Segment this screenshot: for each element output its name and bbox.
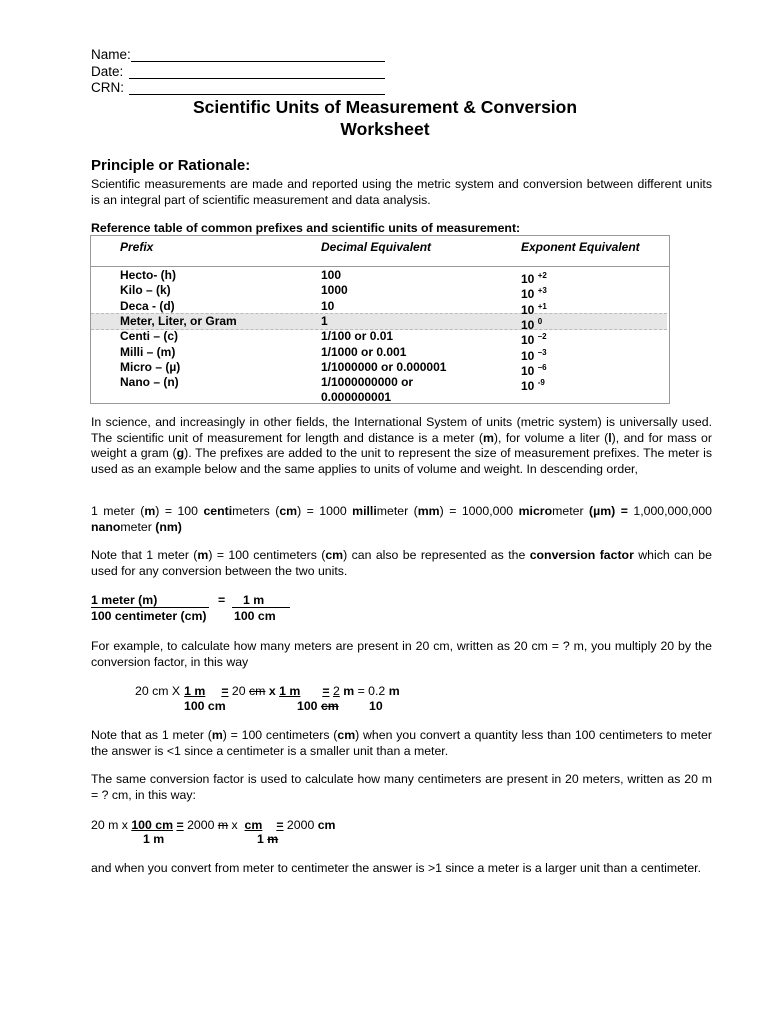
exponent-power: -9 bbox=[537, 378, 545, 388]
exponent-power: –2 bbox=[537, 332, 547, 342]
table-header-exponent: Exponent Equivalent bbox=[521, 240, 640, 254]
exponent-base: 10 bbox=[521, 317, 535, 332]
table-header-prefix: Prefix bbox=[120, 240, 154, 254]
fraction1-numerator-right: 1 m bbox=[243, 593, 265, 607]
calc2-den1: 1 m bbox=[143, 832, 165, 846]
name-field[interactable] bbox=[131, 61, 385, 62]
table-cell-decimal: 1/100 or 0.01 bbox=[321, 329, 394, 344]
descending-order: 1 meter (m) = 100 centimeters (cm) = 1000 millimeter (mm) = 1000,000 micrometer (µm) = 1,000,000,000 nanometer (nm) bbox=[91, 504, 712, 534]
date-label: Date: bbox=[91, 64, 124, 79]
table-cell-prefix: Nano – (n) bbox=[120, 375, 179, 390]
exponent-power: –6 bbox=[537, 362, 547, 372]
fraction1-numerator-left: 1 meter (m) bbox=[91, 593, 158, 607]
note-less-than: Note that as 1 meter (m) = 100 centimeters (cm) when you convert a quantity less than 100 centimeters to meter the answer is <1 since a centimeter is a smaller unit than a meter. bbox=[91, 728, 712, 758]
exponent-base: 10 bbox=[521, 348, 535, 363]
si-paragraph: In science, and increasingly in other fields, the International System of units (metric system) is universally used. The scientific unit of measurement for length and distance is a meter (m), for volume a liter (l), and for mass or weight a gram (g). The prefixes are added to the unit to represent the size of measurement prefixes. The meter is used as an example below and the same applies to units of volume and weight. In descending order, bbox=[91, 415, 712, 476]
page-subtitle: Worksheet bbox=[340, 119, 430, 139]
fraction1-equals: = bbox=[218, 593, 226, 607]
section-heading: Principle or Rationale: bbox=[91, 157, 251, 174]
table-cell-decimal: 1/1000000 or 0.000001 bbox=[321, 359, 447, 374]
exponent-power: –3 bbox=[537, 347, 547, 357]
table-cell-decimal: 1/1000 or 0.001 bbox=[321, 344, 407, 359]
fraction1-denominator-left: 100 centimeter (cm) bbox=[91, 609, 207, 623]
fraction1-denominator-right: 100 cm bbox=[234, 609, 276, 623]
table-cell-prefix: Micro – (µ) bbox=[120, 359, 181, 374]
table-cell-decimal: 10 bbox=[321, 298, 335, 313]
exponent-base: 10 bbox=[521, 379, 535, 394]
table-cell-prefix: Hecto- (h) bbox=[120, 268, 176, 282]
calc1-ten: 10 bbox=[369, 699, 383, 713]
example-paragraph: For example, to calculate how many meters are present in 20 cm, written as 20 cm = ? m, you multiply 20 by the conversion factor, in this way bbox=[91, 639, 712, 669]
table-caption: Reference table of common prefixes and scientific units of measurement: bbox=[91, 221, 521, 235]
exponent-base: 10 bbox=[521, 333, 535, 348]
fraction1-bar-left bbox=[91, 607, 209, 608]
page-title: Scientific Units of Measurement & Conversion bbox=[192, 97, 578, 117]
exponent-base: 10 bbox=[521, 287, 535, 302]
intro-paragraph: Scientific measurements are made and reported using the metric system and conversion between different units is an integral part of scientific measurement and data analysis. bbox=[91, 177, 712, 207]
exponent-power: +3 bbox=[537, 286, 547, 296]
exponent-base: 10 bbox=[521, 272, 535, 286]
exponent-base: 10 bbox=[521, 302, 535, 317]
calc1-line: 20 cm X 1 m = 20 cm x 1 m = 2 m = 0.2 m bbox=[135, 684, 400, 698]
exponent-power: +1 bbox=[537, 301, 547, 311]
table-cell-decimal: 1/1000000000 or bbox=[321, 375, 414, 390]
crn-field[interactable] bbox=[129, 94, 385, 95]
note-conversion-factor: Note that 1 meter (m) = 100 centimeters (cm) can also be represented as the conversion factor which can be used for any conversion between the two units. bbox=[91, 548, 712, 578]
calc2-den2: 1 m bbox=[257, 832, 279, 846]
exponent-power: +2 bbox=[537, 271, 547, 280]
same-factor-paragraph: The same conversion factor is used to calculate how many centimeters are present in 20 meters, written as 20 m = ? cm, in this way: bbox=[91, 772, 712, 802]
exponent-power: 0 bbox=[537, 316, 543, 326]
table-cell-prefix: Milli – (m) bbox=[120, 344, 176, 359]
calc1-den2: 100 cm bbox=[297, 699, 339, 713]
crn-label: CRN: bbox=[91, 80, 124, 95]
date-field[interactable] bbox=[129, 78, 385, 79]
table-cell-prefix: Deca - (d) bbox=[120, 298, 175, 313]
table-header-decimal: Decimal Equivalent bbox=[321, 240, 432, 254]
table-cell-prefix: Kilo – (k) bbox=[120, 283, 171, 298]
table-cell-prefix: Centi – (c) bbox=[120, 329, 179, 344]
nano-decimal-cont: 0.000000001 bbox=[321, 390, 392, 404]
name-label: Name: bbox=[91, 47, 131, 62]
calc1-den1: 100 cm bbox=[184, 699, 226, 713]
final-paragraph: and when you convert from meter to centimeter the answer is >1 since a meter is a larger unit than a centimeter. bbox=[91, 861, 702, 875]
table-cell-decimal: 1 bbox=[321, 313, 328, 328]
exponent-base: 10 bbox=[521, 363, 535, 378]
table-cell-exponent bbox=[521, 375, 545, 394]
fraction1-bar-right bbox=[232, 607, 290, 608]
calc2-line: 20 m x 100 cm = 2000 m x cm = 2000 cm bbox=[91, 818, 336, 832]
table-cell-prefix: Meter, Liter, or Gram bbox=[120, 313, 237, 328]
table-cell-decimal: 1000 bbox=[321, 283, 348, 298]
table-cell-decimal: 100 bbox=[321, 268, 342, 282]
